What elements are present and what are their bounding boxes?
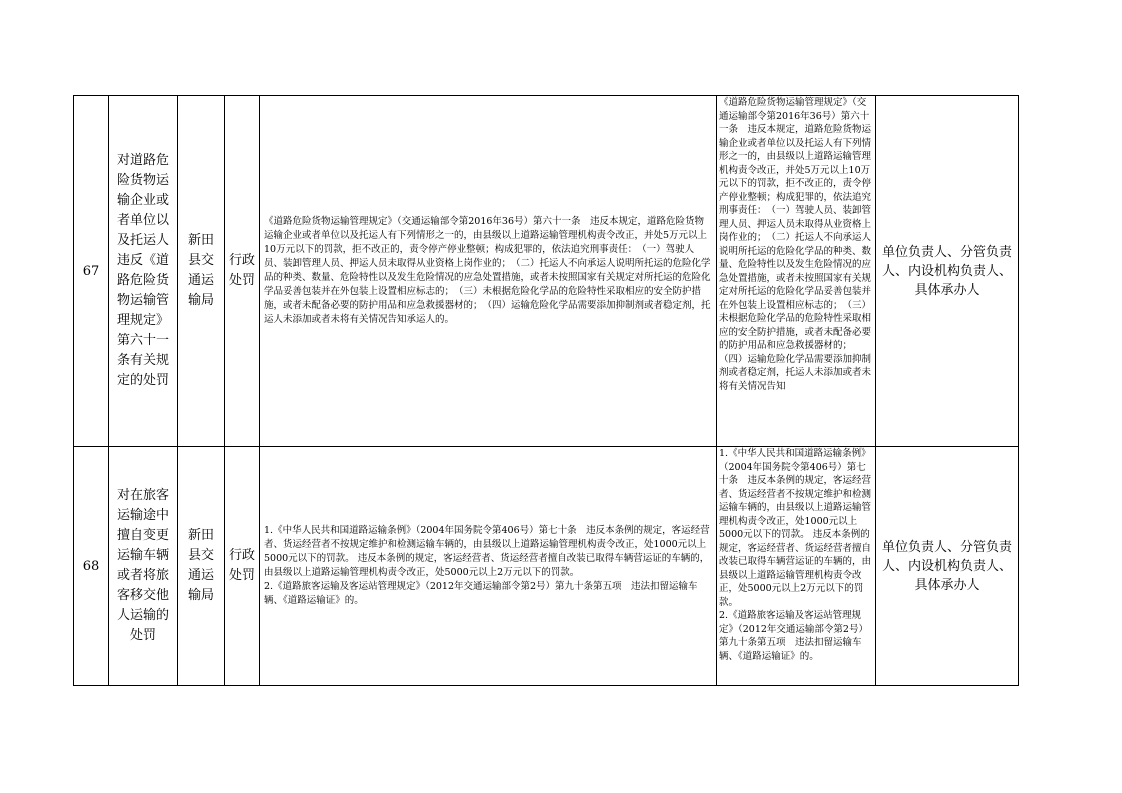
power-type: 行政处罚 [225,96,260,447]
department: 新田县交通运输局 [178,447,225,686]
responsibility-text: 1.《中华人民共和国道路运输条例》（2004年国务院令第406号）第七十条 违反本条例的规定，客运经营者、货运经营者不按规定维护和检测运输车辆的，由县级以上道路运输管理机构责令改正，处1000元以上5000元以下的罚款。 违反本条例的规定，客运经营者、货运经营者擅自改装已取得车辆营运证的车辆的，由县级以上道路运输管理机构责令改正，处5000元以上2万元以下的罚款。 2.《道路旅客运输及客运站管理规定》（2012年交通运输部令第2号）第九十条第五项 违法扣留运输车辆、《道路运输证》的。 [719,448,872,662]
responsibility-text: 《道路危险货物运输管理规定》（交通运输部令第2016年36号）第六十一条 违反本规定，道路危险货物运输企业或者单位以及托运人有下列情形之一的，由县级以上道路运输管理机构责令改正，并处5万元以上10万元以下的罚款，拒不改正的，责令停产停业整顿；构成犯罪的，依法追究刑事责任： （一）驾驶人员、装卸管理人员、押运人员未取得从业资格上岗作业的； （二）托运人不向承运人说明所托运的危险化学品的种类、数量、危险特性以及发生危险情况的应急处置措施，或者未按照国家有关规定对所托运的危险化学品妥善包装并在外包装上设置相应标志的； （三）未根据危险化学品的危险特性采取相应的安全防护措施，或者未配备必要的防护用品和应急救援器材的； （四）运输危险化学品需要添加抑制剂或者稳定剂，托运人未添加或者未将有关情况告知 [719,97,872,392]
responsibility-basis [717,96,876,447]
legal-basis-paragraph: 2.《道路旅客运输及客运站管理规定》（2012年交通运输部令第2号）第九十条第五项 违法扣留运输车辆、《道路运输证》的。 [264,581,698,606]
legal-basis [260,96,717,447]
legal-basis [260,447,717,686]
table-row [74,447,1019,686]
power-type: 行政处罚 [225,447,260,686]
legal-basis-paragraph: 1.《中华人民共和国道路运输条例》（2004年国务院令第406号）第七十条 违反本条例的规定，客运经营者、货运经营者不按规定维护和检测运输车辆的，由县级以上道路运输管理机构责令改正，处1000元以上5000元以下的罚款。 违反本条例的规定，客运经营者、货运经营者擅自改装已取得车辆营运证的车辆的，由县级以上道路运输管理机构责令改正，处5000元以上2万元以下的罚款。 [264,525,710,578]
department: 新田县交通运输局 [178,96,225,447]
row-number: 67 [74,96,109,447]
responsibility-basis [717,447,876,686]
row-number: 68 [74,447,109,686]
item-name: 对在旅客运输途中擅自变更运输车辆或者将旅客移交他人运输的处罚 [109,447,178,686]
penalty-table [73,95,1019,686]
responsible-subjects: 单位负责人、分管负责人、内设机构负责人、具体承办人 [876,96,1019,447]
responsible-subjects: 单位负责人、分管负责人、内设机构负责人、具体承办人 [876,447,1019,686]
legal-basis-paragraph: 《道路危险货物运输管理规定》（交通运输部令第2016年36号）第六十一条 违反本规定，道路危险货物运输企业或者单位以及托运人有下列情形之一的，由县级以上道路运输管理机构责令改正，并处5万元以上10万元以下的罚款，拒不改正的，责令停产停业整顿；构成犯罪的，依法追究刑事责任： （一）驾驶人员、装卸管理人员、押运人员未取得从业资格上岗作业的； （二）托运人不向承运人说明所托运的危险化学品的种类、数量、危险特性以及发生危险情况的应急处置措施，或者未按照国家有关规定对所托运的危险化学品妥善包装并在外包装上设置相应标志的； （三）未根据危险化学品的危险特性采取相应的安全防护措施，或者未配备必要的防护用品和应急救援器材的； （四）运输危险化学品需要添加抑制剂或者稳定剂，托运人未添加或者未将有关情况告知承运人的。 [264,216,711,325]
item-name: 对道路危险货物运输企业或者单位以及托运人违反《道路危险货物运输管理规定》第六十一条有关规定的处罚 [109,96,178,447]
table-row [74,96,1019,447]
